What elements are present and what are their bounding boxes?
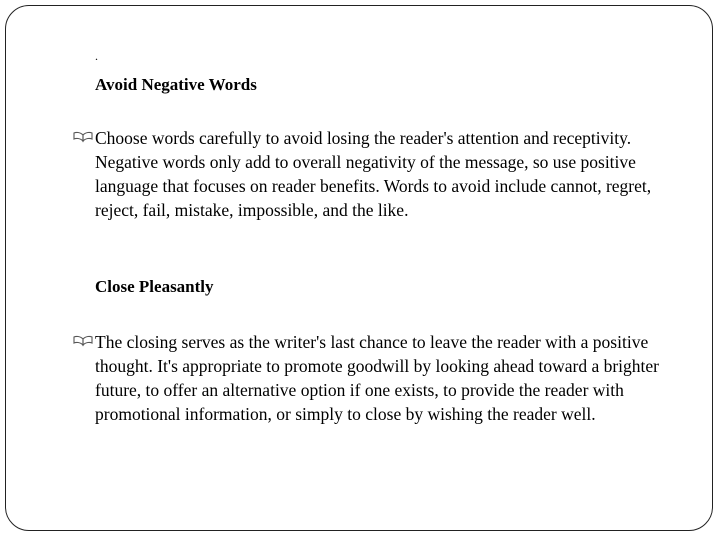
open-book-bullet-icon bbox=[73, 335, 93, 347]
bullet-text: Choose words carefully to avoid losing the reader's attention and receptivity. Negative words only add to overall negativity of the message, so use positive language that focuses on reader benefits. Words to avoid include cannot, regret, reject, fail, mistake, impossible, and the like. bbox=[95, 128, 652, 220]
section-heading-avoid-negative-words: Avoid Negative Words bbox=[95, 75, 257, 94]
bullet-text: The closing serves as the writer's last chance to leave the reader with a positive thought. It's appropriate to promote goodwill by looking ahead toward a brighter future, to offer an alternative option if one exists, to provide the reader with promotional information, or simply to close by wishing the reader well. bbox=[95, 332, 659, 424]
bullet-point-negative-words bbox=[73, 126, 663, 222]
bullet-point-closing bbox=[73, 330, 663, 426]
open-book-bullet-icon bbox=[73, 131, 93, 143]
section-heading-close-pleasantly: Close Pleasantly bbox=[95, 277, 214, 296]
slide-marker: . bbox=[95, 49, 98, 63]
